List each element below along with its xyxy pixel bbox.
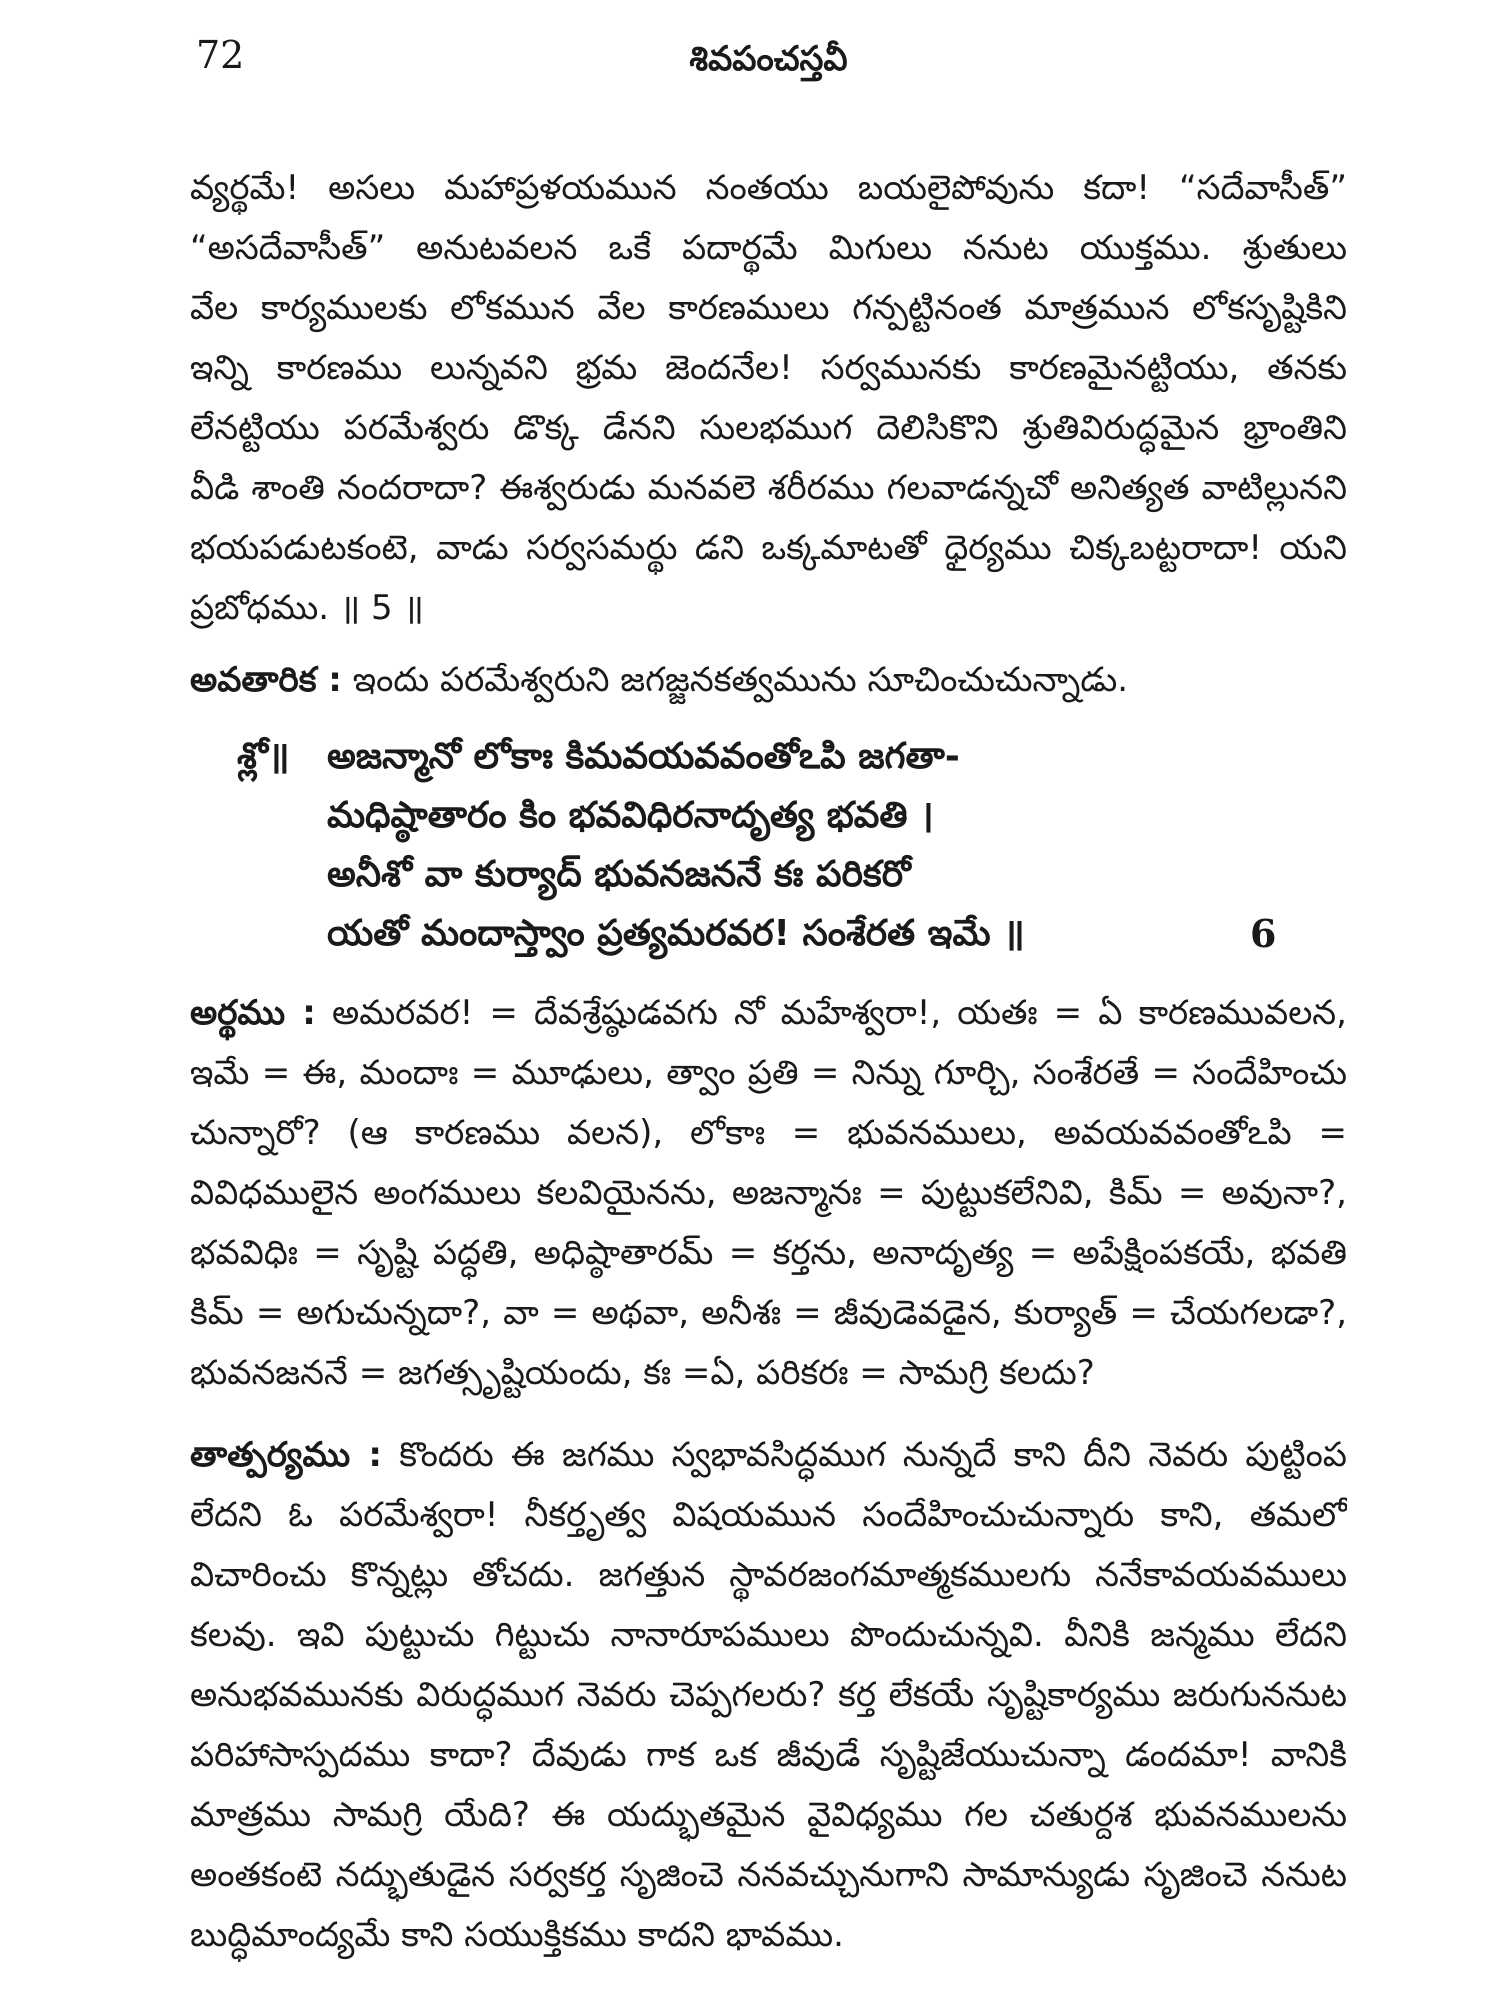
shloka-marker: శ్లో॥ (237, 736, 290, 777)
text-line: లేనట్టియు పరమేశ్వరు డొక్క డేనని సులభముగ దెలిసికొని శ్రుతివిరుద్ధమైన భ్రాంతిని (190, 408, 1347, 448)
text-line: ప్రబోధము. ॥ 5 ॥ (190, 588, 424, 628)
text-line: వివిధములైన అంగములు కలవియైనను, అజన్మానః = పుట్టుకలేనివి, కిమ్ = అవునా?, (190, 1173, 1347, 1213)
line-text: కొందరు ఈ జగము స్వభావసిద్ధముగ నున్నదే కాని దీని నెవరు పుట్టింప (399, 1435, 1347, 1475)
text-line: భవవిధిః = సృష్టి పద్ధతి, అధిష్ఠాతారమ్ = కర్తను, అనాదృత్య = అపేక్షింపకయే, భవతి (190, 1233, 1347, 1273)
text-line: లేదని ఓ పరమేశ్వరా! నీకర్తృత్వ విషయమున సందేహించుచున్నారు కాని, తమలో (190, 1495, 1347, 1535)
text-line: అనుభవమునకు విరుద్ధముగ నెవరు చెప్పగలరు? కర్త లేకయే సృష్టికార్యము జరుగుననుట (190, 1675, 1347, 1715)
text-line (190, 1425, 1347, 1485)
verse-line (237, 727, 1347, 786)
text-line: వేల కార్యములకు లోకమున వేల కారణములు గన్పట్టినంత మాత్రమున లోకసృష్టికిని (190, 288, 1347, 328)
artham-section (190, 983, 1347, 1403)
section-label: అవతారిక : (190, 660, 342, 700)
line-text: అమరవర! = దేవశ్రేష్ఠుడవగు నో మహేశ్వరా!, యతః = ఏ కారణమువలన, (332, 993, 1347, 1033)
verse-text: యతో మందాస్త్వాం ప్రత్యమరవర! సంశేరత ఇమే ॥ (327, 913, 1025, 954)
commentary-paragraph (190, 158, 1347, 638)
verse-line (237, 786, 1347, 845)
text-line: ఇన్ని కారణము లున్నవని భ్రమ జెందనేల! సర్వమునకు కారణమైనట్టియు, తనకు (190, 348, 1347, 388)
verse-text: అనీశో వా కుర్యాద్ భువనజననే కః పరికరో (327, 854, 911, 895)
text-line: వీడి శాంతి నందరాదా? ఈశ్వరుడు మనవలె శరీరము గలవాడన్నచో అనిత్యత వాటిల్లునని (190, 468, 1347, 508)
text-line: పరిహాసాస్పదము కాదా? దేవుడు గాక ఒక జీవుడే సృష్టిజేయుచున్నా డందమా! వానికి (190, 1735, 1347, 1775)
section-label: తాత్పర్యము : (190, 1435, 382, 1475)
text-line: అంతకంటె నద్భుతుడైన సర్వకర్త సృజించె ననవచ్చునుగాని సామాన్యుడు సృజించె ననుట (190, 1855, 1347, 1895)
avatarika-section (190, 650, 1347, 710)
verse-text: అజన్మానో లోకాః కిమవయవవంతోఽపి జగతా- (327, 736, 960, 777)
text-line: బుద్ధిమాంద్యమే కాని సయుక్తికము కాదని భావము. (190, 1915, 844, 1955)
text-line (190, 650, 1347, 710)
text-line: మాత్రము సామగ్రి యేది? ఈ యద్భుతమైన వైవిధ్యము గల చతుర్దశ భువనములను (190, 1795, 1347, 1835)
text-line: కిమ్ = అగుచున్నదా?, వా = అథవా, అనీశః = జీవుడెవడైన, కుర్యాత్ = చేయగలడా?, (190, 1293, 1347, 1333)
verse-number: 6 (1250, 911, 1277, 956)
text-line: భువనజననే = జగత్సృష్టియందు, కః =ఏ, పరికరః = సామగ్రి కలదు? (190, 1353, 1095, 1393)
verse-line (237, 904, 1347, 963)
text-line: “అసదేవాసీత్” అనుటవలన ఒకే పదార్థమే మిగులు ననుట యుక్తము. శ్రుతులు (190, 228, 1347, 268)
text-line: ఇమే = ఈ, మందాః = మూఢులు, త్వాం ప్రతి = నిన్ను గూర్చి, సంశేరతే = సందేహించు (190, 1053, 1347, 1093)
text-line: వ్యర్థమే! అసలు మహాప్రళయమున నంతయు బయలైపోవును కదా! “సదేవాసీత్” (190, 168, 1347, 208)
text-line: చున్నారో? (ఆ కారణము వలన), లోకాః = భువనములు, అవయవవంతోఽపి = (190, 1113, 1347, 1153)
text-line: విచారించు కొన్నట్లు తోచదు. జగత్తున స్థావరజంగమాత్మకములగు ననేకావయవములు (190, 1555, 1347, 1595)
text-line: భయపడుటకంటె, వాడు సర్వసమర్థు డని ఒక్కమాటతో ధైర్యము చిక్కబట్టరాదా! యని (190, 528, 1347, 568)
page-number: 72 (196, 33, 245, 77)
line-text: ఇందు పరమేశ్వరుని జగజ్జనకత్వమును సూచించుచున్నాడు. (352, 660, 1129, 700)
section-label: అర్థము : (190, 993, 316, 1033)
running-title: శివపంచస్తవీ (689, 39, 848, 79)
tatparyam-section (190, 1425, 1347, 1965)
shloka-verse (237, 727, 1347, 963)
verse-line (237, 845, 1347, 904)
text-line: కలవు. ఇవి పుట్టుచు గిట్టుచు నానారూపములు పొందుచున్నవి. వీనికి జన్మము లేదని (190, 1615, 1347, 1655)
text-line (190, 983, 1347, 1043)
verse-text: మధిష్ఠాతారం కిం భవవిధిరనాదృత్య భవతి । (327, 795, 934, 836)
